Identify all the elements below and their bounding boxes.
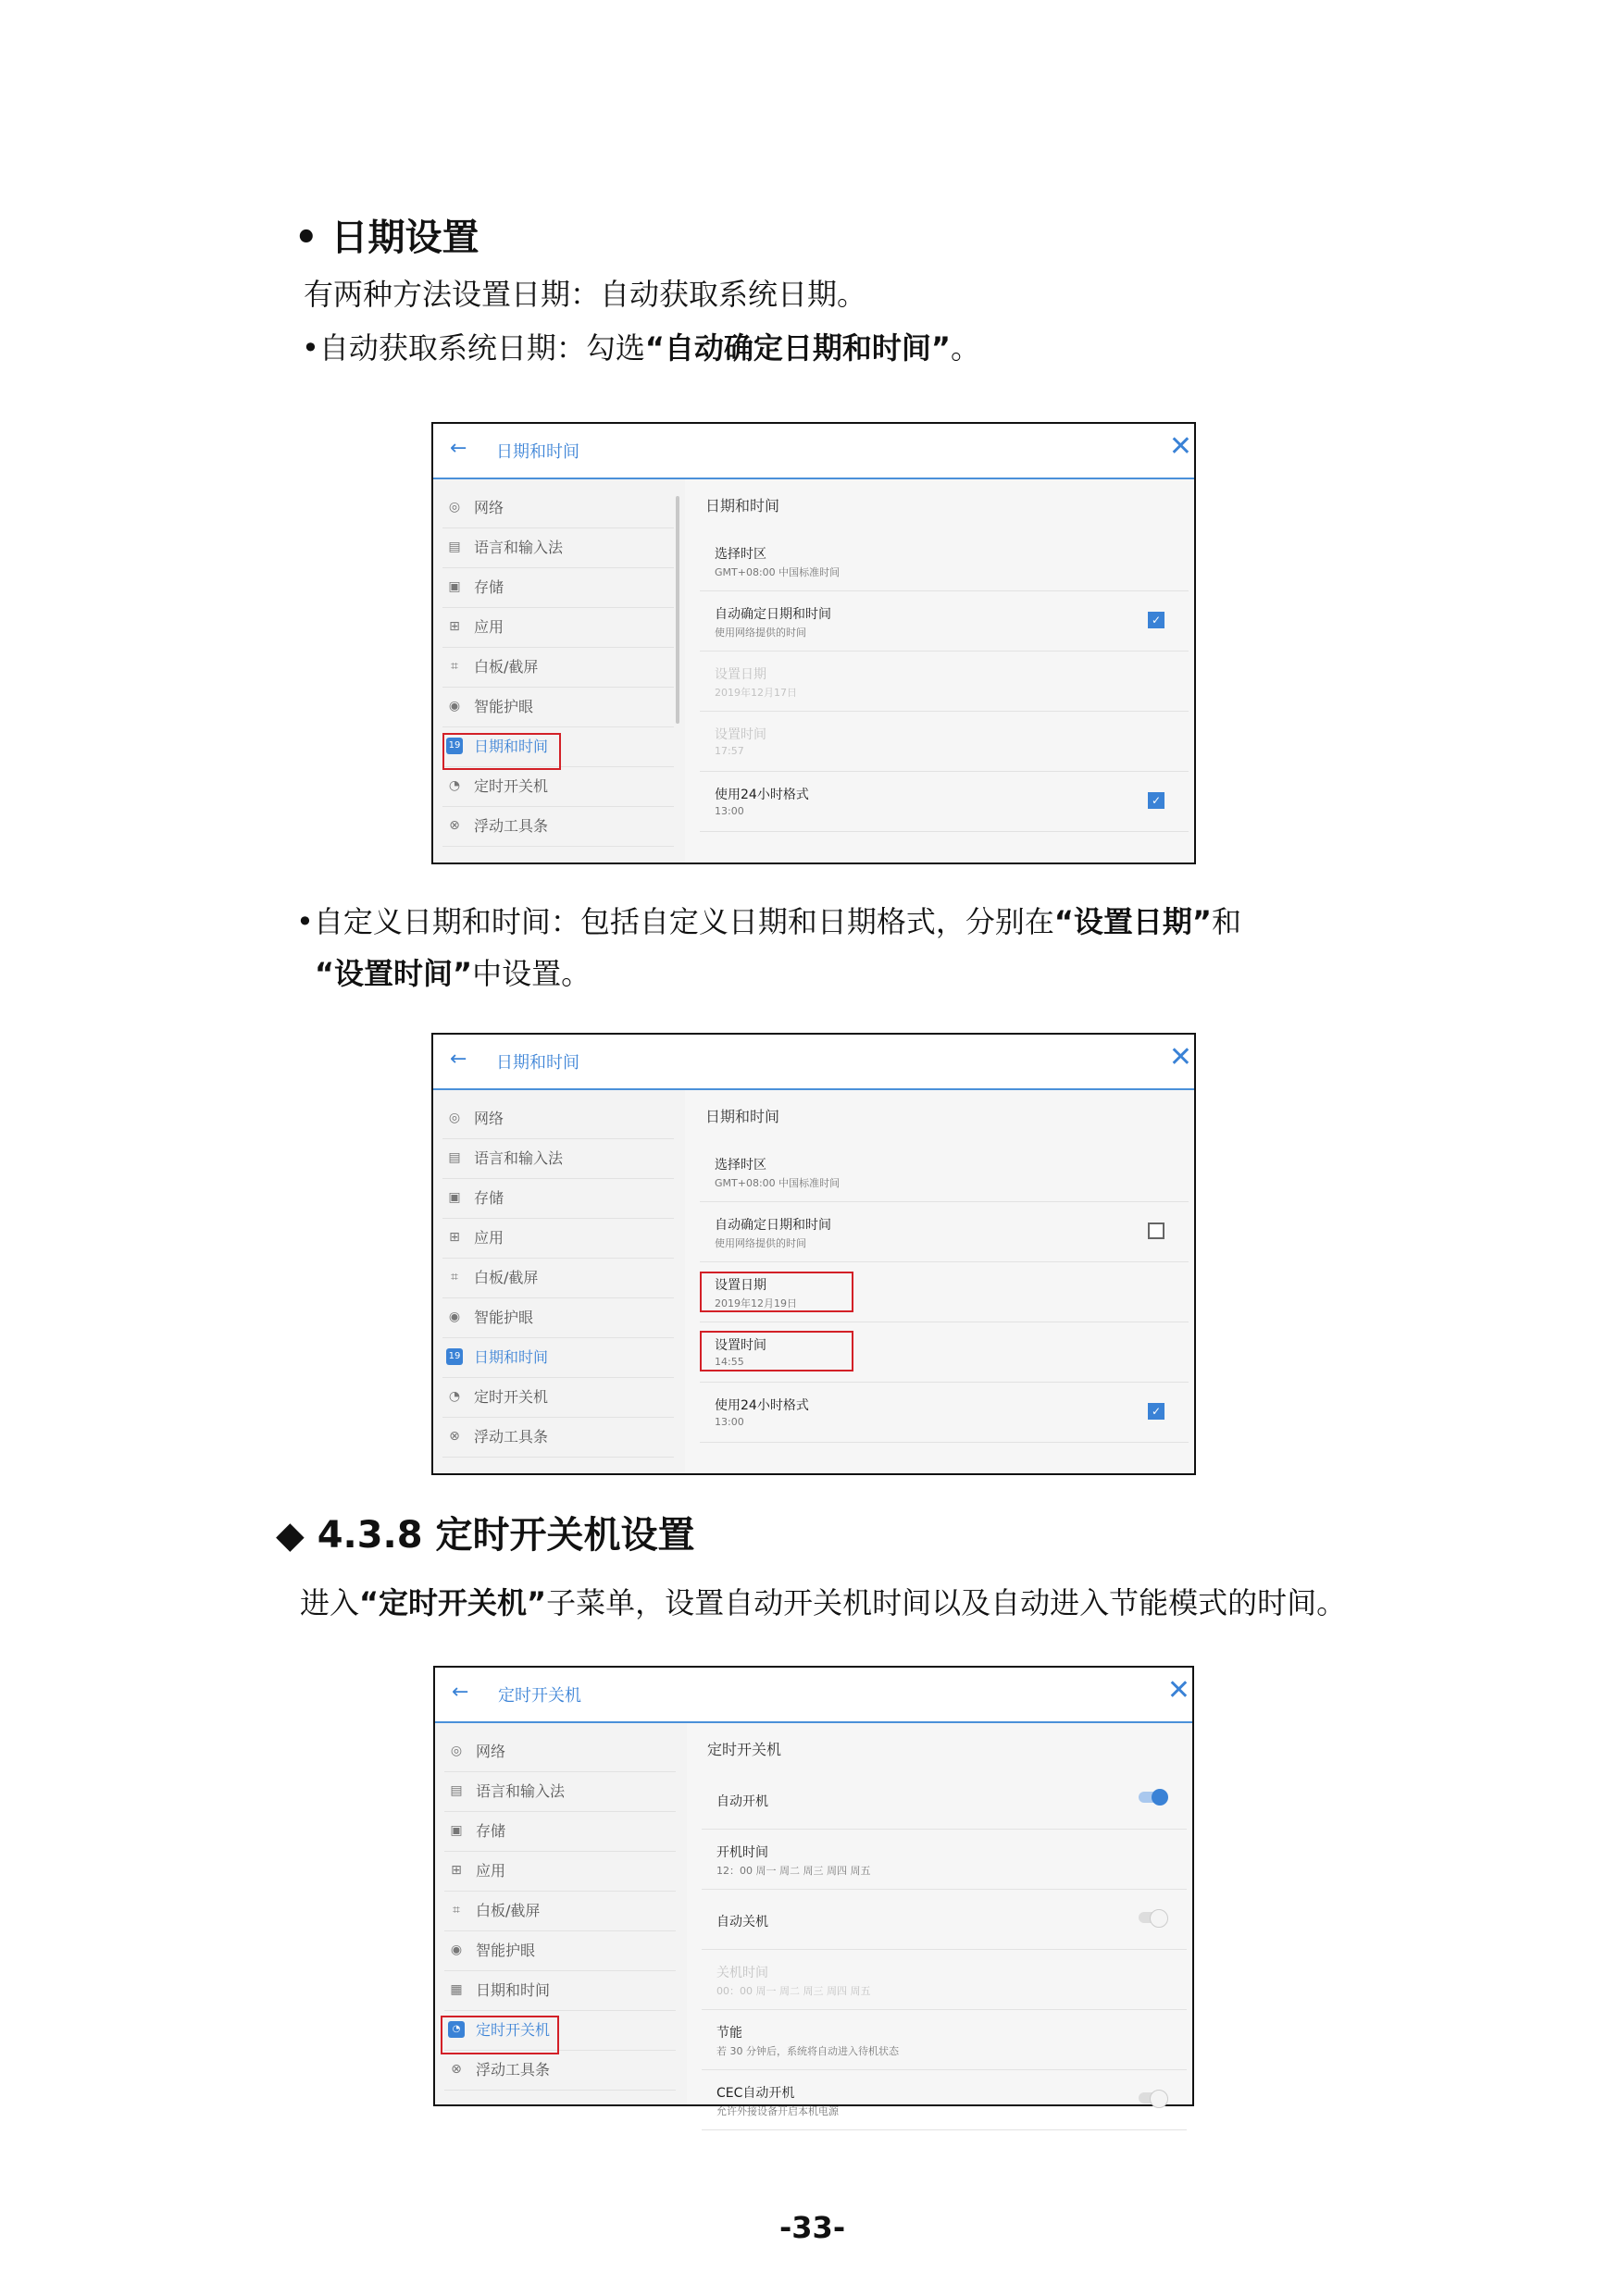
save-icon: ▣ [448,579,461,594]
crop-icon: ⌗ [451,1270,458,1285]
back-arrow-icon[interactable]: ← [452,1681,469,1704]
timer-heading: ◆ 4.3.8 定时开关机设置 [276,1514,695,1557]
sidebar-item-whiteboard[interactable] [442,1259,674,1298]
keyboard-icon: ▤ [450,1783,463,1798]
settings-main [687,479,1194,863]
title-bar [433,1035,1194,1090]
auto-date-suffix: 。 [950,330,980,366]
sidebar-item-label: 语言和输入法 [476,1782,566,1800]
sidebar-item-label: 应用 [474,618,504,636]
main-heading: 日期和时间 [705,1108,780,1125]
toggle-knob [1152,1789,1168,1806]
sidebar-item-float-toolbar[interactable] [442,807,674,847]
sidebar-item-label: 日期和时间 [476,1981,551,1999]
title-bar [433,424,1194,479]
sidebar-item-apps[interactable] [442,1219,674,1259]
timer-intro-bold: “定时开关机” [359,1585,547,1620]
sidebar-item-label: 日期和时间 [474,1348,549,1366]
row-subtitle: 14:55 [715,1356,744,1368]
checkbox-unchecked[interactable] [1148,1222,1164,1239]
screenshot-datetime-auto [431,422,1196,864]
sidebar-item-label: 存储 [474,1189,504,1207]
eye-icon: ◉ [448,1309,461,1324]
row-power-off-time [702,1950,1187,2010]
timer-heading-text: 4.3.8 定时开关机设置 [317,1514,695,1557]
sidebar-item-label: 网络 [476,1743,506,1760]
floating-tool-icon: ⊗ [449,1429,460,1444]
save-icon: ▣ [448,1190,461,1205]
keyboard-icon: ▤ [448,1150,461,1165]
row-auto-power-on[interactable] [702,1769,1187,1830]
checkbox-checked[interactable]: ✓ [1148,792,1164,809]
eye-icon: ◉ [448,699,461,714]
sidebar-item-network[interactable] [442,1099,674,1139]
toggle-off[interactable] [1139,1912,1166,1923]
toggle-off[interactable] [1139,2092,1166,2104]
globe-icon: ◎ [448,500,461,515]
sidebar-item-label: 网络 [474,499,504,516]
power-timer-icon: ◔ [448,778,461,793]
highlight-box [441,2016,559,2054]
highlight-box [442,733,561,770]
sidebar-item-language[interactable] [442,1139,674,1179]
row-title: 使用24小时格式 [715,1398,809,1413]
row-title: 节能 [716,2026,742,2041]
crop-icon: ⌗ [451,659,458,674]
globe-icon: ◎ [448,1111,461,1125]
row-title: 设置时间 [715,1338,766,1353]
sidebar-item-label: 应用 [474,1229,504,1247]
sidebar-item-label: 存储 [474,578,504,596]
eye-icon: ◉ [450,1942,463,1957]
sidebar-item-storage[interactable] [442,1179,674,1219]
window-title: 日期和时间 [496,442,579,462]
settings-sidebar [433,479,685,863]
floating-tool-icon: ⊗ [449,818,460,833]
row-power-on-time[interactable] [702,1830,1187,1890]
auto-date-line: •自动获取系统日期：勾选“自动确定日期和时间”。 [302,330,980,366]
row-title: 选择时区 [715,547,766,562]
screenshot-datetime-custom [431,1033,1196,1475]
back-arrow-icon[interactable]: ← [450,1048,467,1071]
close-icon[interactable]: ✕ [1166,1674,1190,1706]
sidebar-item-label: 智能护眼 [476,1942,536,1959]
row-title: 关机时间 [716,1966,768,1980]
calendar-icon: 19 [446,738,463,754]
row-24h-format[interactable] [700,772,1189,832]
row-subtitle: 使用网络提供的时间 [715,627,806,639]
apps-grid-icon: ⊞ [449,619,460,634]
custom-suffix: 中设置。 [472,956,592,991]
custom-prefix: 自定义日期和时间：包括自定义日期和日期格式，分别在 [313,904,1054,939]
sidebar-item-apps[interactable] [442,608,674,648]
sidebar-item-label: 语言和输入法 [474,539,564,556]
settings-main [689,1723,1192,2117]
sidebar-item-label: 日期和时间 [474,738,549,755]
floating-tool-icon: ⊗ [451,2062,462,2077]
row-subtitle: 13:00 [715,805,744,817]
row-subtitle: 若 30 分钟后，系统将自动进入待机状态 [716,2045,899,2057]
row-subtitle: 允许外接设备开启本机电源 [716,2105,839,2117]
row-energy-saving[interactable] [702,2010,1187,2070]
row-subtitle: GMT+08:00 中国标准时间 [715,1177,841,1189]
apps-grid-icon: ⊞ [451,1863,462,1878]
row-title: CEC自动开机 [716,2086,795,2101]
row-auto-power-off[interactable] [702,1890,1187,1950]
close-icon[interactable]: ✕ [1168,1041,1192,1074]
row-cec-power-on[interactable] [702,2070,1187,2130]
sidebar-item-label: 白板/截屏 [474,1269,539,1286]
row-title: 设置时间 [715,727,766,742]
sidebar-item-apps[interactable] [444,1852,676,1892]
sidebar-item-label: 白板/截屏 [476,1902,541,1919]
row-title: 自动关机 [716,1915,768,1930]
timer-intro-suffix: 子菜单，设置自动开关机时间以及自动进入节能模式的时间。 [546,1585,1347,1620]
row-timezone[interactable] [700,1142,1189,1202]
sidebar-item-eye-care[interactable] [444,1931,676,1971]
sidebar-item-label: 定时开关机 [476,2021,551,2039]
sidebar-item-label: 定时开关机 [474,1388,549,1406]
row-timezone[interactable] [700,531,1189,591]
date-intro: 有两种方法设置日期：自动获取系统日期。 [304,277,867,312]
row-auto-datetime[interactable] [700,591,1189,652]
date-heading-text: 日期设置 [330,217,479,259]
sidebar-item-label: 智能护眼 [474,1309,534,1326]
keyboard-icon: ▤ [448,540,461,554]
power-timer-icon: ◔ [448,2021,465,2038]
window-title: 定时开关机 [498,1686,581,1706]
checkbox-checked[interactable]: ✓ [1148,1403,1164,1420]
sidebar-item-label: 浮动工具条 [474,1428,549,1446]
close-icon[interactable]: ✕ [1168,430,1192,463]
save-icon: ▣ [450,1823,463,1838]
sidebar-item-network[interactable] [444,1732,676,1772]
power-timer-icon: ◔ [448,1389,461,1404]
date-heading: • 日期设置 [294,217,479,259]
sidebar-item-label: 白板/截屏 [474,658,539,676]
row-subtitle: 17:57 [715,745,744,757]
sidebar-item-datetime[interactable] [444,1971,676,2011]
calendar-icon: 19 [446,1348,463,1365]
sidebar-item-whiteboard[interactable] [444,1892,676,1931]
toggle-on[interactable] [1139,1792,1166,1803]
globe-icon: ◎ [450,1744,463,1758]
back-arrow-icon[interactable]: ← [450,437,467,460]
sidebar-item-storage[interactable] [444,1812,676,1852]
custom-bold-date: “设置日期” [1053,904,1212,939]
sidebar-item-label: 浮动工具条 [474,817,549,835]
auto-date-bold: “自动确定日期和时间” [644,330,951,366]
sidebar-item-label: 浮动工具条 [476,2061,551,2079]
row-set-date [700,652,1189,712]
row-set-time [700,712,1189,772]
crop-icon: ⌗ [453,1903,460,1917]
screenshot-timer [433,1666,1194,2117]
window-title: 日期和时间 [496,1053,579,1073]
sidebar-item-storage[interactable] [442,568,674,608]
sidebar-item-eye-care[interactable] [442,688,674,727]
sidebar-item-network[interactable] [442,489,674,528]
row-subtitle: 12：00 周一 周二 周三 周四 周五 [716,1865,871,1877]
settings-sidebar [433,1090,685,1473]
sidebar-item-label: 定时开关机 [474,777,549,795]
row-subtitle: 使用网络提供的时间 [715,1237,806,1249]
sidebar-scrollbar[interactable] [676,496,679,724]
sidebar-item-label: 网络 [474,1110,504,1127]
row-subtitle: 13:00 [715,1416,744,1428]
row-title: 自动确定日期和时间 [715,1218,831,1233]
toggle-knob [1150,1909,1168,1928]
sidebar-item-float-toolbar[interactable] [444,2051,676,2091]
title-bar [435,1668,1192,1723]
custom-bold-time: “设置时间” [315,956,473,991]
checkbox-checked[interactable]: ✓ [1148,612,1164,628]
main-heading: 定时开关机 [707,1741,782,1758]
row-title: 开机时间 [716,1845,768,1860]
sidebar-item-label: 应用 [476,1862,506,1880]
sidebar-item-float-toolbar[interactable] [442,1418,674,1458]
custom-mid: 和 [1211,904,1241,939]
custom-date-line2 [315,955,591,992]
row-subtitle: 2019年12月19日 [715,1297,797,1309]
row-subtitle: 2019年12月17日 [715,687,797,699]
page-number: -33- [779,2210,846,2245]
apps-grid-icon: ⊞ [449,1230,460,1245]
row-subtitle: 00：00 周一 周二 周三 周四 周五 [716,1985,871,1997]
highlight-box-set-time [700,1331,853,1371]
sidebar-item-timer[interactable] [442,767,674,807]
main-heading: 日期和时间 [705,497,780,515]
row-title: 选择时区 [715,1158,766,1173]
row-title: 设置日期 [715,1278,766,1293]
row-24h-format[interactable] [700,1383,1189,1443]
sidebar-item-language[interactable] [444,1772,676,1812]
sidebar-item-label: 智能护眼 [474,698,534,715]
sidebar-item-eye-care[interactable] [442,1298,674,1338]
sidebar-item-timer[interactable] [442,1378,674,1418]
timer-intro [300,1584,1346,1621]
timer-intro-prefix: 进入 [300,1585,360,1620]
highlight-box-set-date [700,1272,853,1312]
row-title: 自动开机 [716,1794,768,1809]
row-title: 自动确定日期和时间 [715,607,831,622]
toggle-knob [1150,2090,1168,2108]
row-title: 设置日期 [715,667,766,682]
sidebar-item-label: 语言和输入法 [474,1149,564,1167]
row-title: 使用24小时格式 [715,788,809,802]
auto-date-prefix: 自动获取系统日期：勾选 [318,330,645,366]
custom-date-line1: •自定义日期和时间：包括自定义日期和日期格式，分别在“设置日期”和 [296,904,1241,939]
row-auto-datetime[interactable] [700,1202,1189,1262]
sidebar-item-datetime[interactable] [442,1338,674,1378]
calendar-icon: ▦ [450,1982,463,1997]
row-subtitle: GMT+08:00 中国标准时间 [715,566,841,578]
sidebar-item-language[interactable] [442,528,674,568]
sidebar-item-label: 存储 [476,1822,506,1840]
sidebar-item-whiteboard[interactable] [442,648,674,688]
